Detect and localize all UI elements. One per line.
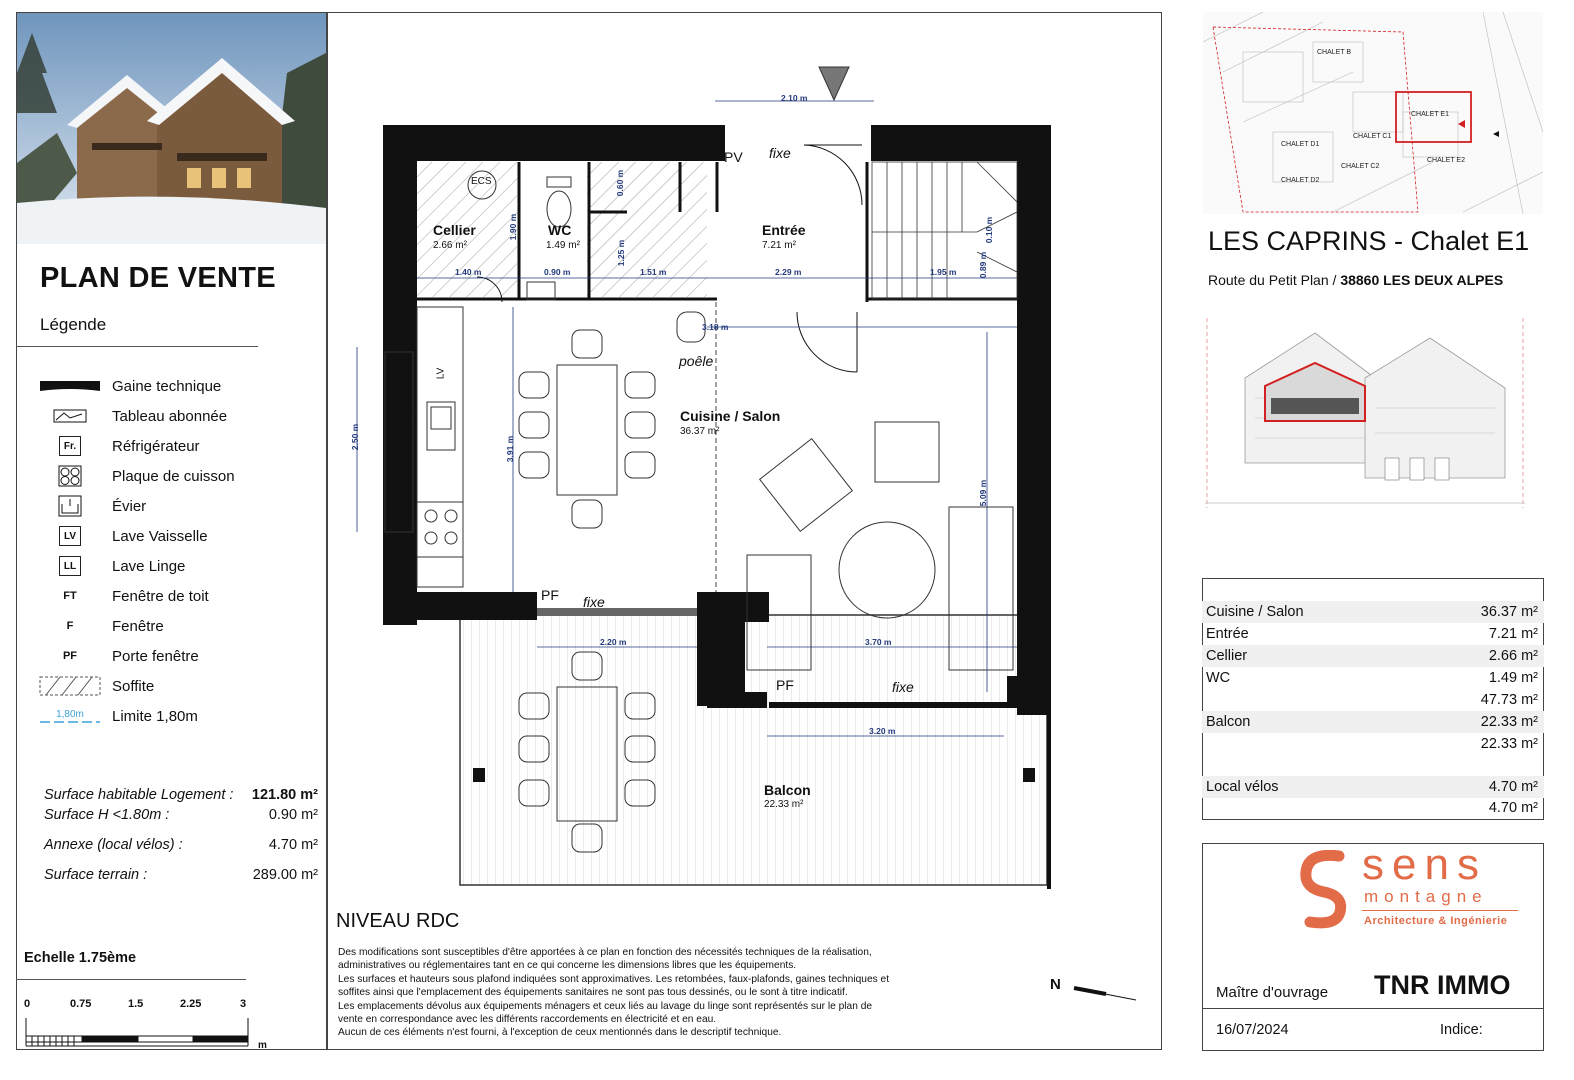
north-label: N	[1050, 976, 1061, 993]
floor-plan	[327, 12, 1162, 902]
label-ecs: ECS	[471, 176, 492, 187]
dimension: 1.95 m	[930, 267, 957, 277]
legend-item-plaque: Plaque de cuisson	[36, 463, 235, 489]
legend-item-ll: LL Lave Linge	[36, 553, 185, 579]
scale-unit: m	[258, 1040, 267, 1051]
legend-item-f: F Fenêtre	[36, 613, 164, 639]
dimension: 3.70 m	[865, 637, 892, 647]
site-plan	[1203, 12, 1543, 214]
room-wc: WC	[548, 222, 572, 238]
legend-item-tableau: Tableau abonnée	[36, 403, 227, 429]
legend-item-soffite: Soffite	[36, 673, 154, 699]
room-cuisine-salon: Cuisine / Salon	[680, 408, 781, 424]
dimension: 0.60 m	[615, 169, 626, 197]
facade-elevation	[1205, 318, 1525, 508]
label-fixe: fixe	[583, 594, 605, 610]
scale-label: Echelle 1.75ème	[24, 950, 137, 966]
porte-fenetre-icon: PF	[62, 650, 78, 662]
evier-icon	[36, 495, 104, 517]
site-label: CHALET D2	[1281, 177, 1320, 184]
legend-title: Légende	[40, 315, 107, 334]
dimension: 1.51 m	[640, 267, 667, 277]
dimension: 0.90 m	[544, 267, 571, 277]
legend-item-evier: Évier	[36, 493, 146, 519]
surface-row: Surface terrain : 289.00 m²	[44, 867, 318, 883]
indice-label: Indice:	[1440, 1022, 1483, 1038]
label-poele: poêle	[679, 353, 714, 369]
legend-item-gaine: Gaine technique	[36, 373, 221, 399]
dimension: 0.10 m	[984, 216, 995, 244]
label-pf: PF	[776, 677, 794, 693]
limite-icon: 1,80m	[56, 708, 84, 720]
scale-tick: 0	[24, 998, 31, 1010]
soffite-icon	[36, 675, 104, 697]
dimension: 3.20 m	[869, 726, 896, 736]
label-pf: PF	[541, 587, 559, 603]
site-label: CHALET C1	[1353, 133, 1392, 140]
project-address: Route du Petit Plan / 38860 LES DEUX ALPES	[1208, 272, 1504, 288]
divider	[16, 346, 258, 347]
table-row	[1202, 755, 1544, 777]
label-fixe: fixe	[398, 411, 415, 433]
level-label: NIVEAU RDC	[336, 910, 460, 932]
logo-text: sens	[1362, 840, 1487, 889]
refrigerateur-icon: Fr.	[36, 435, 104, 457]
room-area: 7.21 m²	[762, 240, 796, 251]
scale-tick: 1.5	[128, 998, 144, 1010]
project-name: LES CAPRINS - Chalet E1	[1208, 226, 1530, 256]
date-value: 16/07/2024	[1216, 1022, 1289, 1038]
logo-tagline: Architecture & Ingénierie	[1364, 915, 1508, 927]
table-row: 4.70 m²	[1488, 800, 1538, 816]
table-row: 22.33 m²	[1480, 736, 1538, 752]
site-label: CHALET C2	[1341, 163, 1380, 170]
dimension: 1.25 m	[616, 239, 627, 267]
site-label: CHALET E2	[1427, 157, 1465, 164]
area-table-rows	[1202, 578, 1544, 820]
dimension: 5.09 m	[978, 479, 989, 507]
lave-vaisselle-icon: LV	[36, 525, 104, 547]
tableau-abonne-icon	[36, 405, 104, 427]
page-title: PLAN DE VENTE	[40, 262, 276, 294]
table-row: Cuisine / Salon 36.37 m²	[1202, 601, 1544, 623]
dimension: 0.89 m	[978, 251, 989, 279]
sens-logo-icon	[1294, 850, 1354, 930]
label-lv: LV	[435, 367, 447, 380]
site-label: CHALET B	[1317, 49, 1352, 56]
label-f: F	[403, 510, 412, 526]
dimension: 3.91 m	[505, 435, 516, 463]
scale-tick: 2.25	[180, 998, 202, 1010]
legend-item-pf: PF Porte fenêtre	[36, 643, 199, 669]
surface-row: Surface habitable Logement : 121.80 m²	[44, 787, 318, 803]
owner-value: TNR IMMO	[1374, 970, 1511, 1000]
north-arrow-icon	[1070, 970, 1140, 1010]
room-cellier: Cellier	[433, 222, 476, 238]
label-fixe: fixe	[892, 679, 914, 695]
site-label: CHALET E1	[1411, 111, 1449, 118]
table-row: Entrée 7.21 m²	[1206, 626, 1538, 642]
gaine-technique-icon	[36, 375, 104, 397]
fenetre-icon: F	[66, 620, 74, 632]
divider	[1362, 910, 1518, 911]
site-label: CHALET D1	[1281, 141, 1320, 148]
fenetre-toit-icon: FT	[63, 590, 77, 602]
table-row: Balcon 22.33 m²	[1202, 711, 1544, 733]
divider	[1202, 1008, 1544, 1009]
lave-linge-icon: LL	[36, 555, 104, 577]
table-row: Cellier 2.66 m²	[1202, 645, 1544, 667]
legend-item-limite: 1,80m Limite 1,80m	[36, 703, 198, 729]
logo-text: montagne	[1364, 887, 1488, 906]
dimension: 2.50 m	[350, 423, 361, 451]
owner-label: Maître d'ouvrage	[1216, 984, 1329, 1001]
label-pv: PV	[724, 149, 743, 165]
scale-bar	[24, 1014, 256, 1050]
room-area: 1.49 m²	[546, 240, 580, 251]
dimension: 1.40 m	[455, 267, 482, 277]
label-fixe: fixe	[769, 145, 791, 161]
staircase	[872, 162, 1017, 299]
room-area: 2.66 m²	[433, 240, 467, 251]
plaque-cuisson-icon	[36, 465, 104, 487]
legend-item-lv: LV Lave Vaisselle	[36, 523, 208, 549]
room-entree: Entrée	[762, 222, 806, 238]
dimension: 2.29 m	[775, 267, 802, 277]
surface-row: Surface H <1.80m : 0.90 m²	[44, 807, 318, 823]
dimension: 1.90 m	[508, 213, 519, 241]
legend-item-ft: FT Fenêtre de toit	[36, 583, 209, 609]
dimension: 3.18 m	[702, 322, 729, 332]
divider	[16, 979, 246, 980]
table-row: WC 1.49 m²	[1206, 670, 1538, 686]
room-balcon: Balcon	[764, 782, 811, 798]
chalet-photo	[17, 13, 326, 244]
scale-tick: 3	[240, 998, 247, 1010]
dimension: 2.10 m	[781, 93, 808, 103]
table-row: Local vélos 4.70 m²	[1202, 776, 1544, 798]
room-area: 36.37 m²	[680, 426, 720, 437]
room-area: 22.33 m²	[764, 799, 804, 810]
scale-tick: 0.75	[70, 998, 92, 1010]
dimension: 2.20 m	[600, 637, 627, 647]
disclaimer-text: Des modifications sont susceptibles d'être apportées à ce plan en fonction des nécessités techniques de la réalisation, administratives ou réglementaires tant en ce qui concerne les dimensions libres que les équipements. Les surfaces et hauteurs sous plafond indiquées sont approximatives. Les retombées, faux-plafonds, gaines techniques et soffites ainsi que l'emplacement des équipements sanitaires ne sont pas tous dessinés, ou le sont à titre indicatif. Les emplacements dévolus aux équipements ménagers et ceux liés au lavage du linge sont représentés sur le plan de vente en correspondance avec les différents raccordements en électricité et en eau. Aucun de ces éléments n'est fourni, à l'exception de ceux mentionnés dans le descriptif technique.	[338, 947, 890, 1039]
table-row: 47.73 m²	[1480, 692, 1538, 708]
surface-row: Annexe (local vélos) : 4.70 m²	[44, 837, 318, 853]
legend-item-refrigerateur: Fr. Réfrigérateur	[36, 433, 200, 459]
